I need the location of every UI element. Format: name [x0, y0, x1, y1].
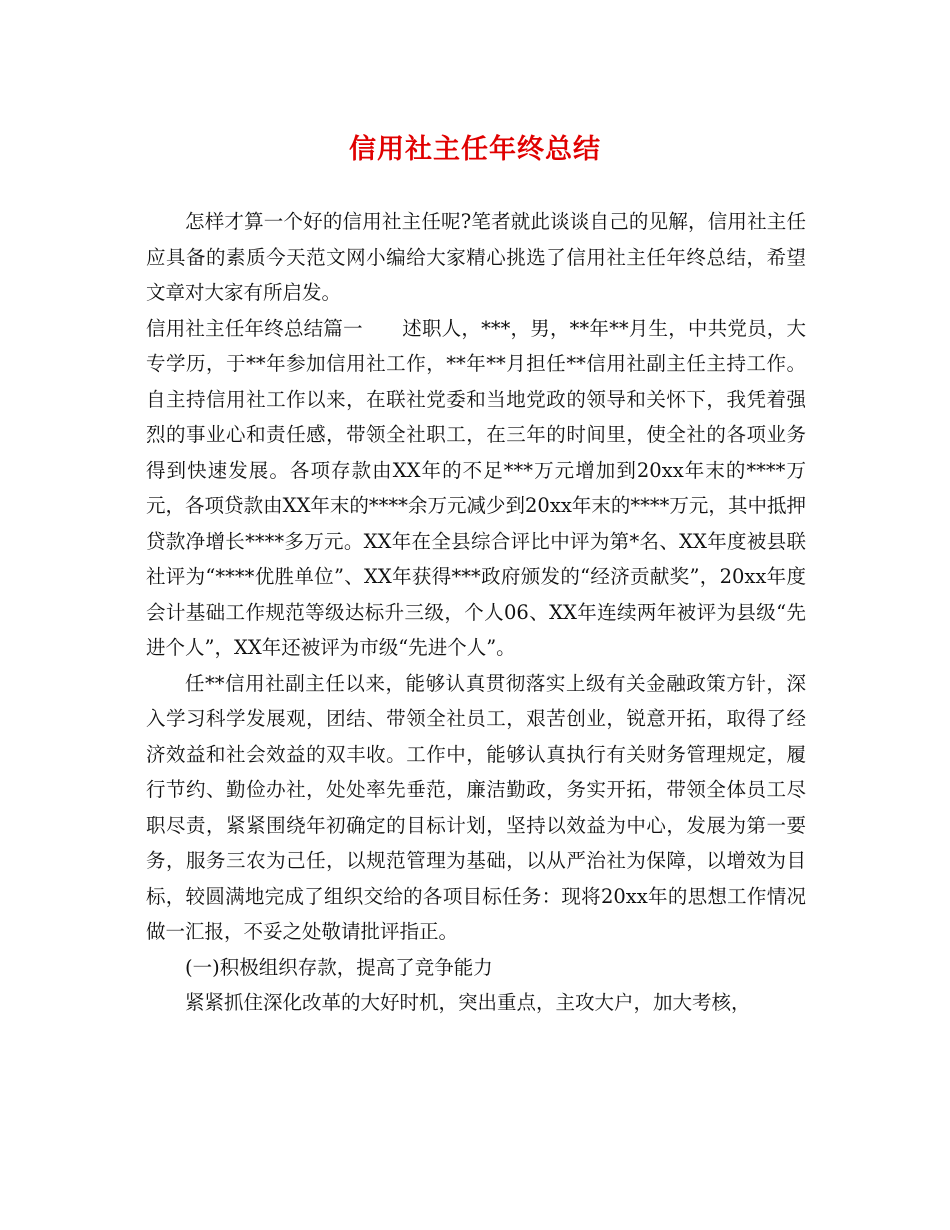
deposits-paragraph: 紧紧抓住深化改革的大好时机，突出重点，主攻大户，加大考核， [185, 991, 751, 1014]
subheading-deposits: (一)积极组织存款，提高了竞争能力 [185, 955, 493, 979]
document-title: 信用社主任年终总结 [349, 134, 601, 165]
intro-paragraph: 怎样才算一个好的信用社主任呢?笔者就此谈谈自己的见解，信用社主任应具备的素质今天范文网小编给大家精心挑选了信用社主任年终总结，希望文章对大家有所启发。 [146, 210, 806, 304]
section-one-paragraph: 信用社主任年终总结篇一 述职人，***，男，**年**月生，中共党员，大专学历，于**年参加信用社工作，**年**月担任**信用社副主任主持工作。自主持信用社工作以来，在联社党委和当地党政的领导和关怀下，我凭着强烈的事业心和责任感，带领全社职工，在三年的时间里，使全社的各项业务得到快速发展。各项存款由XX年的不足***万元增加到20xx年末的****万元，各项贷款由XX年末的****余万元减少到20xx年末的****万元，其中抵押贷款净增长****多万元。XX年在全县综合评比中评为第*名、XX年度被县联社评为“****优胜单位”、XX年获得***政府颁发的“经济贡献奖”，20xx年度会计基础工作规范等级达标升三级，个人06、XX年连续两年被评为县级“先进个人”，XX年还被评为市级“先进个人”。 [146, 316, 806, 659]
duties-paragraph: 任**信用社副主任以来，能够认真贯彻落实上级有关金融政策方针，深入学习科学发展观，团结、带领全社员工，艰苦创业，锐意开拓，取得了经济效益和社会效益的双丰收。工作中，能够认真执行有关财务管理规定，履行节约、勤俭办社，处处率先垂范，廉洁勤政，务实开拓，带领全体员工尽职尽责，紧紧围绕年初确定的目标计划，坚持以效益为中心，发展为第一要务，服务三农为己任，以规范管理为基础，以从严治社为保障，以增效为目标，较圆满地完成了组织交给的各项目标任务：现将20xx年的思想工作情况做一汇报，不妥之处敬请批评指正。 [146, 671, 806, 943]
document-body [146, 204, 806, 1021]
